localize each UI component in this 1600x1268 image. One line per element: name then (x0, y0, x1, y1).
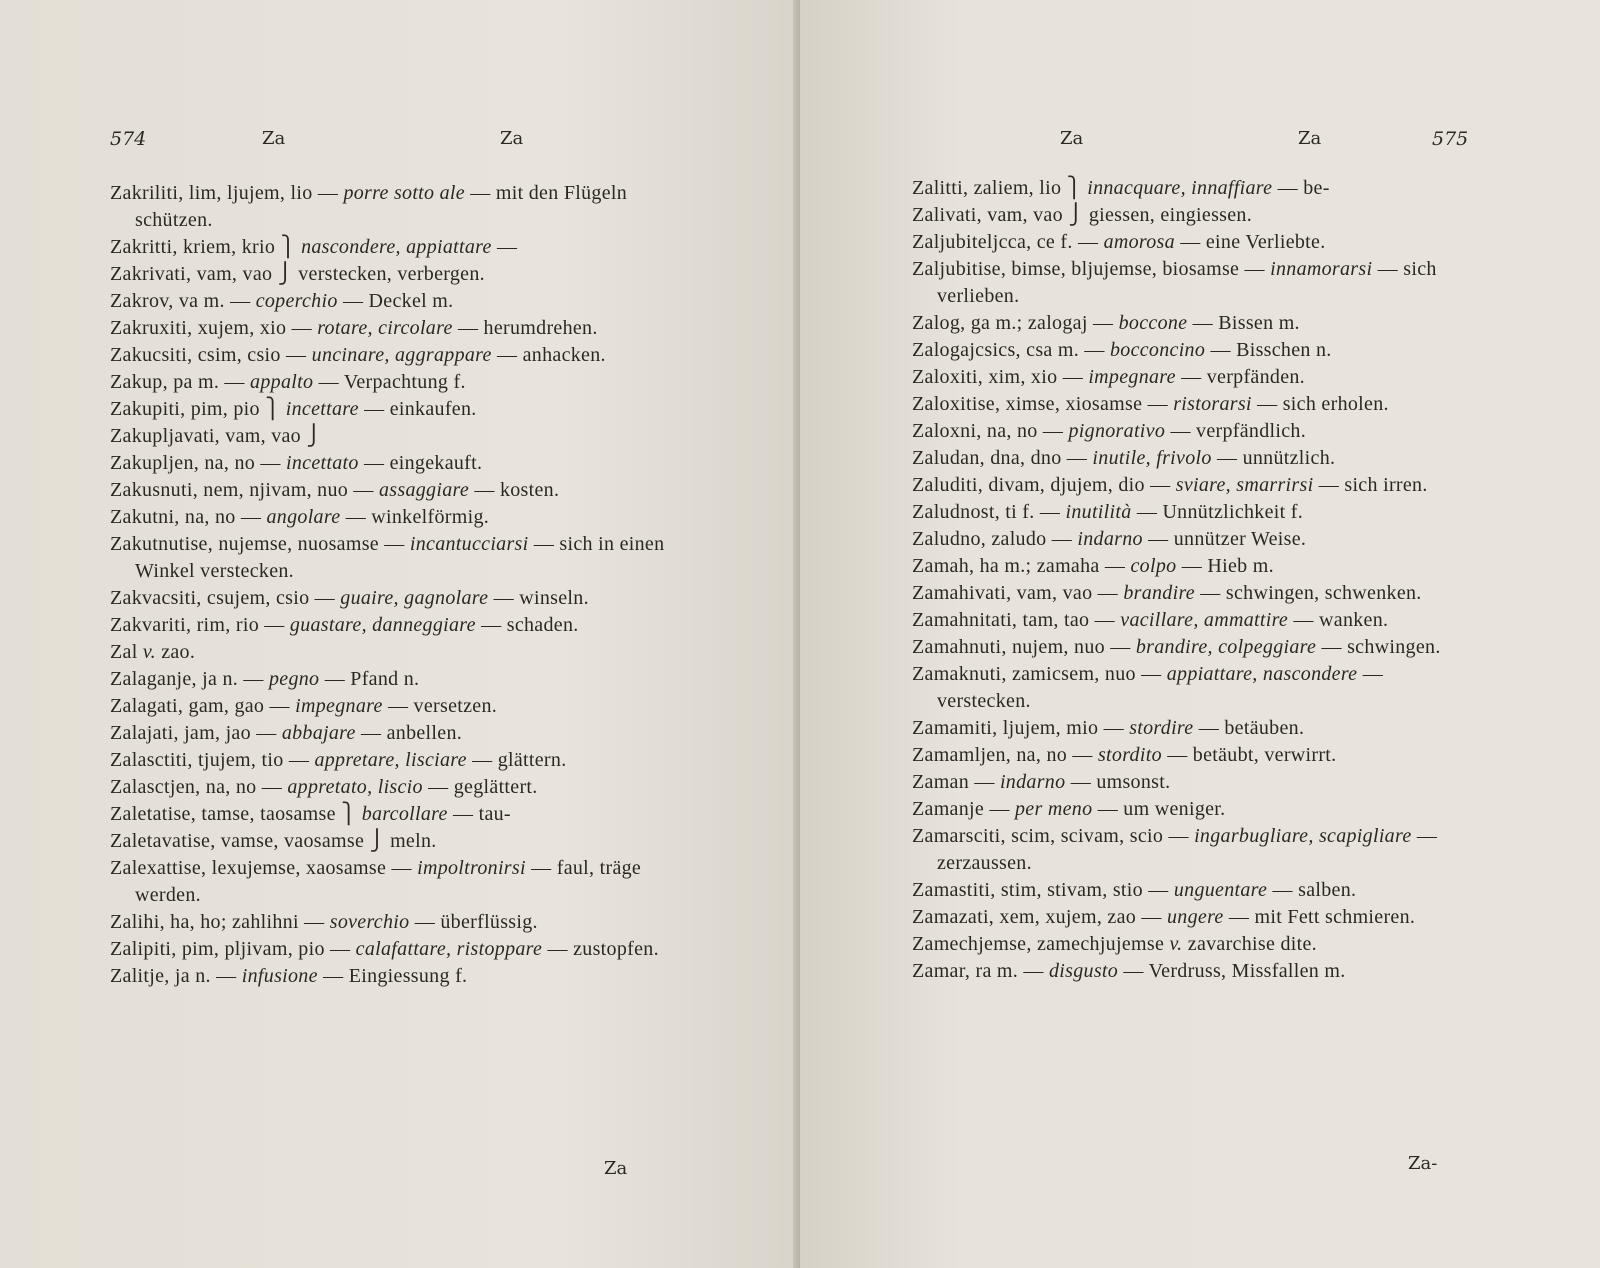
entry-german: — zustopfen. (547, 938, 659, 960)
entry-italian: indarno (1077, 528, 1143, 550)
entry-italian: v. (142, 641, 156, 663)
entry-italian: pegno (268, 668, 320, 690)
dictionary-entry (912, 634, 1482, 661)
entry-german: — eingekauft. (363, 452, 483, 474)
dictionary-entry (110, 180, 685, 234)
entry-german: — betäuben. (1198, 717, 1305, 739)
entry-german: — schwingen. (1321, 636, 1441, 658)
dictionary-entry (912, 526, 1482, 553)
entry-german: — überflüssig. (414, 911, 538, 933)
dictionary-entry (912, 445, 1482, 472)
entry-italian: calafattare, ristoppare (355, 938, 543, 960)
entry-headword: Zalitje, ja n. — (110, 965, 237, 987)
entry-german: — mit Fett schmieren. (1228, 906, 1416, 928)
entry-italian: stordito (1097, 744, 1162, 766)
entry-headword: Zakrivati, vam, vao ⎭ (110, 263, 293, 285)
entry-german: — Eingiessung f. (323, 965, 468, 987)
entry-german: giessen, eingiessen. (1088, 204, 1253, 226)
entry-headword: Zalaganje, ja n. — (110, 668, 264, 690)
entry-german: zao. (161, 641, 196, 663)
entry-headword: Zakucsiti, csim, csio — (110, 344, 307, 366)
entry-headword: Zalogajcsics, csa m. — (912, 339, 1105, 361)
dictionary-entry (110, 720, 685, 747)
dictionary-entry (912, 661, 1482, 715)
entry-headword: Zamamiti, ljujem, mio — (912, 717, 1124, 739)
dictionary-entry (110, 801, 685, 828)
entry-german: — schaden. (481, 614, 579, 636)
entry-headword: Zakutnutise, nujemse, nuosamse — (110, 533, 405, 555)
entry-headword: Zaloxitise, ximse, xiosamse — (912, 393, 1168, 415)
entry-headword: Zalasctjen, na, no — (110, 776, 283, 798)
entry-italian: ungere (1167, 906, 1224, 928)
entry-headword: Zaludan, dna, dno — (912, 447, 1088, 469)
entry-german: — kosten. (474, 479, 560, 501)
entry-headword: Zamahnuti, nujem, nuo — (912, 636, 1131, 658)
dictionary-entry (110, 477, 685, 504)
entry-italian: assaggiare (378, 479, 470, 501)
dictionary-entry (912, 580, 1482, 607)
entry-italian: indarno (999, 771, 1066, 793)
entry-italian: guastare, danneggiare (289, 614, 476, 636)
entry-german: — verpfänden. (1181, 366, 1305, 388)
entry-headword: Zamastiti, stim, stivam, stio — (912, 879, 1169, 901)
entry-headword: Zaludnost, ti f. — (912, 501, 1061, 523)
entry-italian: coperchio (255, 290, 338, 312)
entry-headword: Zamahnitati, tam, tao — (912, 609, 1115, 631)
entry-italian: barcollare (361, 803, 448, 825)
entry-german: — einkaufen. (364, 398, 477, 420)
entry-german: — umsonst. (1070, 771, 1171, 793)
dictionary-entry (110, 234, 685, 261)
entry-italian: stordire (1129, 717, 1194, 739)
entry-german: meln. (390, 830, 437, 852)
entry-headword: Zamechjemse, zamechjujemse (912, 933, 1165, 955)
entry-italian: boccone (1118, 312, 1188, 334)
entry-italian: v. (1169, 933, 1183, 955)
entry-italian: sviare, smarrirsi (1175, 474, 1314, 496)
entry-german: — unnützer Weise. (1148, 528, 1307, 550)
entry-italian: amorosa (1103, 231, 1175, 253)
entry-italian: infusione (241, 965, 318, 987)
entry-german: — Verpachtung f. (318, 371, 466, 393)
entry-german: — tau- (452, 803, 511, 825)
entry-headword: Zakvariti, rim, rio — (110, 614, 285, 636)
dictionary-entry (912, 877, 1482, 904)
dictionary-entry (912, 175, 1482, 202)
running-header-right: Za (1298, 128, 1322, 149)
entry-headword: Zamah, ha m.; zamaha — (912, 555, 1126, 577)
entry-italian: inutilità (1065, 501, 1132, 523)
entry-italian: incettare (285, 398, 359, 420)
entry-german: — wanken. (1293, 609, 1389, 631)
entry-italian: uncinare, aggrappare (311, 344, 492, 366)
entry-italian: pignorativo (1068, 420, 1166, 442)
entry-italian: impoltronirsi (417, 857, 526, 879)
entry-headword: Zamahivati, vam, vao — (912, 582, 1118, 604)
entry-headword: Zaletavatise, vamse, vaosamse ⎭ (110, 830, 385, 852)
right-page (800, 0, 1600, 1268)
entry-german: — verstecken. (937, 663, 1383, 712)
entry-headword: Zakupljavati, vam, vao ⎭ (110, 425, 322, 447)
entry-german: zavarchise dite. (1187, 933, 1317, 955)
entry-german: — Unnützlichkeit f. (1136, 501, 1304, 523)
dictionary-entry (912, 553, 1482, 580)
entry-italian: angolare (266, 506, 341, 528)
dictionary-entry (110, 693, 685, 720)
entry-italian: unguentare (1173, 879, 1268, 901)
dictionary-entry (912, 202, 1482, 229)
dictionary-entry (110, 963, 685, 990)
entry-headword: Zalipiti, pim, pljivam, pio — (110, 938, 351, 960)
entry-headword: Zalihi, ha, ho; zahlihni — (110, 911, 325, 933)
dictionary-entry (110, 531, 685, 585)
entry-german: — (497, 236, 518, 258)
entry-italian: innamorarsi (1270, 258, 1373, 280)
dictionary-entry (110, 666, 685, 693)
entry-german: — winkelförmig. (345, 506, 490, 528)
dictionary-entry (912, 958, 1482, 985)
entry-italian: vacillare, ammattire (1120, 609, 1289, 631)
dictionary-entry (912, 499, 1482, 526)
entry-headword: Zakup, pa m. — (110, 371, 245, 393)
entry-italian: porre sotto ale (343, 182, 465, 204)
entry-german: — Bissen m. (1192, 312, 1300, 334)
entry-german: — schwingen, schwenken. (1200, 582, 1422, 604)
entry-list (110, 180, 685, 990)
running-header-left: Za (1060, 128, 1084, 149)
dictionary-entry (912, 742, 1482, 769)
dictionary-entry (912, 337, 1482, 364)
dictionary-entry (110, 369, 685, 396)
entry-headword: Zaljubiteljcca, ce f. — (912, 231, 1099, 253)
entry-german: — Verdruss, Missfallen m. (1123, 960, 1346, 982)
dictionary-entry (110, 585, 685, 612)
entry-italian: soverchio (329, 911, 410, 933)
entry-headword: Zaludno, zaludo — (912, 528, 1073, 550)
entry-german: — Hieb m. (1181, 555, 1274, 577)
dictionary-entry (110, 261, 685, 288)
entry-headword: Zalasctiti, tjujem, tio — (110, 749, 310, 771)
entry-italian: appiattare, nascondere (1166, 663, 1358, 685)
entry-headword: Zamarsciti, scim, scivam, scio — (912, 825, 1189, 847)
dictionary-entry (912, 769, 1482, 796)
entry-italian: appretato, liscio (287, 776, 423, 798)
entry-german: — sich in einen Winkel verstecken. (135, 533, 665, 582)
dictionary-entry (912, 931, 1482, 958)
entry-italian: ingarbugliare, scapigliare (1194, 825, 1412, 847)
dictionary-entry (912, 364, 1482, 391)
entry-italian: nascondere, appiattare (301, 236, 492, 258)
entry-headword: Zakusnuti, nem, njivam, nuo — (110, 479, 374, 501)
dictionary-entry (110, 423, 685, 450)
entry-german: verstecken, verbergen. (298, 263, 485, 285)
entry-italian: colpo (1130, 555, 1177, 577)
entry-german: — faul, träge werden. (135, 857, 642, 906)
entry-italian: guaire, gagnolare (340, 587, 489, 609)
entry-headword: Zalexattise, lexujemse, xaosamse — (110, 857, 412, 879)
dictionary-entry (110, 315, 685, 342)
entry-italian: incettato (285, 452, 359, 474)
entry-german: — versetzen. (387, 695, 498, 717)
entry-headword: Zakriliti, lim, ljujem, lio — (110, 182, 339, 204)
entry-headword: Zaloxiti, xim, xio — (912, 366, 1083, 388)
dictionary-entry (110, 909, 685, 936)
dictionary-entry (912, 418, 1482, 445)
entry-headword: Zamanje — (912, 798, 1010, 820)
dictionary-entry (110, 612, 685, 639)
entry-italian: brandire, colpeggiare (1135, 636, 1317, 658)
entry-german: — sich verlieben. (937, 258, 1437, 307)
dictionary-entry (110, 828, 685, 855)
entry-headword: Zakrov, va m. — (110, 290, 251, 312)
entry-list (912, 175, 1482, 985)
dictionary-entry (912, 823, 1482, 877)
entry-italian: appretare, lisciare (314, 749, 467, 771)
entry-headword: Zakutni, na, no — (110, 506, 262, 528)
page-number: 574 (110, 128, 147, 150)
entry-italian: disgusto (1049, 960, 1119, 982)
entry-german: — verpfändlich. (1170, 420, 1307, 442)
dictionary-entry (110, 396, 685, 423)
entry-italian: appalto (250, 371, 314, 393)
dictionary-entry (110, 450, 685, 477)
entry-headword: Zaljubitise, bimse, bljujemse, biosamse — (912, 258, 1265, 280)
entry-italian: ristorarsi (1173, 393, 1252, 415)
entry-german: — unnützlich. (1216, 447, 1336, 469)
running-header-right: Za (500, 128, 524, 149)
catchword: Za (604, 1158, 628, 1179)
entry-german: — glättern. (472, 749, 567, 771)
dictionary-entry (110, 747, 685, 774)
entry-headword: Zakvacsiti, csujem, csio — (110, 587, 335, 609)
entry-german: — um weniger. (1097, 798, 1226, 820)
entry-german: — betäubt, verwirrt. (1167, 744, 1337, 766)
entry-headword: Zal (110, 641, 138, 663)
entry-german: — anbellen. (361, 722, 463, 744)
entry-german: — winseln. (493, 587, 589, 609)
entry-italian: abbajare (281, 722, 356, 744)
entry-italian: impegnare (1088, 366, 1176, 388)
entry-italian: impegnare (295, 695, 383, 717)
entry-headword: Zaluditi, divam, djujem, dio — (912, 474, 1171, 496)
dictionary-entry (110, 504, 685, 531)
entry-italian: bocconcino (1109, 339, 1206, 361)
dictionary-entry (912, 310, 1482, 337)
entry-german: — mit den Flügeln schützen. (135, 182, 628, 231)
entry-german: — geglättert. (428, 776, 538, 798)
entry-italian: brandire (1123, 582, 1195, 604)
dictionary-entry (110, 855, 685, 909)
entry-italian: per meno (1014, 798, 1093, 820)
dictionary-entry (912, 472, 1482, 499)
dictionary-entry (912, 796, 1482, 823)
entry-headword: Zalog, ga m.; zalogaj — (912, 312, 1114, 334)
dictionary-entry (912, 607, 1482, 634)
dictionary-entry (912, 391, 1482, 418)
entry-italian: inutile, frivolo (1092, 447, 1212, 469)
entry-german: — anhacken. (497, 344, 606, 366)
entry-german: — Deckel m. (342, 290, 454, 312)
dictionary-entry (912, 256, 1482, 310)
entry-headword: Zalitti, zaliem, lio ⎫ (912, 177, 1082, 199)
entry-italian: innacquare, innaffiare (1087, 177, 1273, 199)
entry-german: — eine Verliebte. (1180, 231, 1326, 253)
entry-headword: Zakupljen, na, no — (110, 452, 281, 474)
dictionary-entry (110, 639, 685, 666)
dictionary-entry (110, 774, 685, 801)
entry-headword: Zamamljen, na, no — (912, 744, 1093, 766)
entry-german: — herumdrehen. (457, 317, 598, 339)
entry-german: — Bisschen n. (1210, 339, 1332, 361)
entry-headword: Zaman — (912, 771, 995, 793)
entry-german: — sich irren. (1318, 474, 1428, 496)
entry-german: — sich erholen. (1257, 393, 1389, 415)
dictionary-entry (912, 904, 1482, 931)
dictionary-entry (912, 715, 1482, 742)
entry-german: — zerzaussen. (937, 825, 1438, 874)
entry-italian: incantucciarsi (409, 533, 529, 555)
entry-headword: Zaloxni, na, no — (912, 420, 1064, 442)
entry-headword: Zamaknuti, zamicsem, nuo — (912, 663, 1162, 685)
entry-german: — salben. (1272, 879, 1357, 901)
entry-headword: Zaletatise, tamse, taosamse ⎫ (110, 803, 357, 825)
entry-headword: Zamar, ra m. — (912, 960, 1044, 982)
entry-headword: Zamazati, xem, xujem, zao — (912, 906, 1162, 928)
catchword: Za- (1408, 1153, 1438, 1174)
entry-headword: Zalivati, vam, vao ⎭ (912, 204, 1084, 226)
entry-german: — be- (1277, 177, 1330, 199)
entry-german: — Pfand n. (324, 668, 420, 690)
entry-headword: Zakruxiti, xujem, xio — (110, 317, 312, 339)
entry-headword: Zakupiti, pim, pio ⎫ (110, 398, 281, 420)
entry-headword: Zalagati, gam, gao — (110, 695, 290, 717)
page-number: 575 (1432, 128, 1469, 150)
dictionary-entry (110, 342, 685, 369)
dictionary-entry (110, 936, 685, 963)
entry-headword: Zakritti, kriem, krio ⎫ (110, 236, 296, 258)
dictionary-entry (110, 288, 685, 315)
entry-italian: rotare, circolare (317, 317, 453, 339)
dictionary-entry (912, 229, 1482, 256)
running-header-left: Za (262, 128, 286, 149)
entry-headword: Zalajati, jam, jao — (110, 722, 277, 744)
